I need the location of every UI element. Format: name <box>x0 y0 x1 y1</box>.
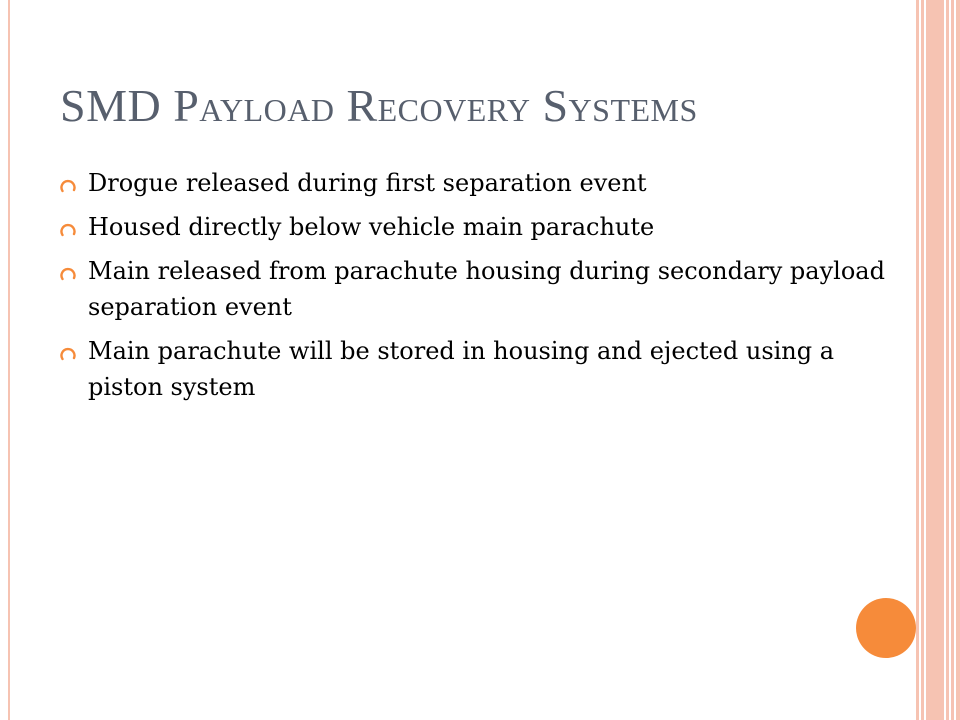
arc-bullet-icon <box>60 177 77 194</box>
border-stripe <box>946 0 949 720</box>
bullet-item <box>60 253 890 325</box>
bullet-text: Drogue released during first separation event <box>88 169 647 197</box>
bullet-item <box>60 209 890 245</box>
bullet-item <box>60 165 890 201</box>
bullet-text: Housed directly below vehicle main parachute <box>88 213 655 241</box>
border-stripe <box>951 0 954 720</box>
border-stripe <box>916 0 919 720</box>
bullet-list <box>60 165 890 413</box>
slide-title: SMD Payload Recovery Systems <box>60 80 698 131</box>
arc-bullet-icon <box>60 265 77 282</box>
border-stripe <box>956 0 960 720</box>
bullet-text: Main released from parachute housing during secondary payload separation event <box>88 257 885 321</box>
arc-bullet-icon <box>60 221 77 238</box>
border-stripe <box>921 0 924 720</box>
border-stripe <box>926 0 944 720</box>
orange-circle-decoration <box>856 598 916 658</box>
left-border-line <box>8 0 10 720</box>
bullet-item <box>60 333 890 405</box>
bullet-text: Main parachute will be stored in housing and ejected using a piston system <box>88 337 835 401</box>
right-border-stripes <box>916 0 960 720</box>
arc-bullet-icon <box>60 345 77 362</box>
